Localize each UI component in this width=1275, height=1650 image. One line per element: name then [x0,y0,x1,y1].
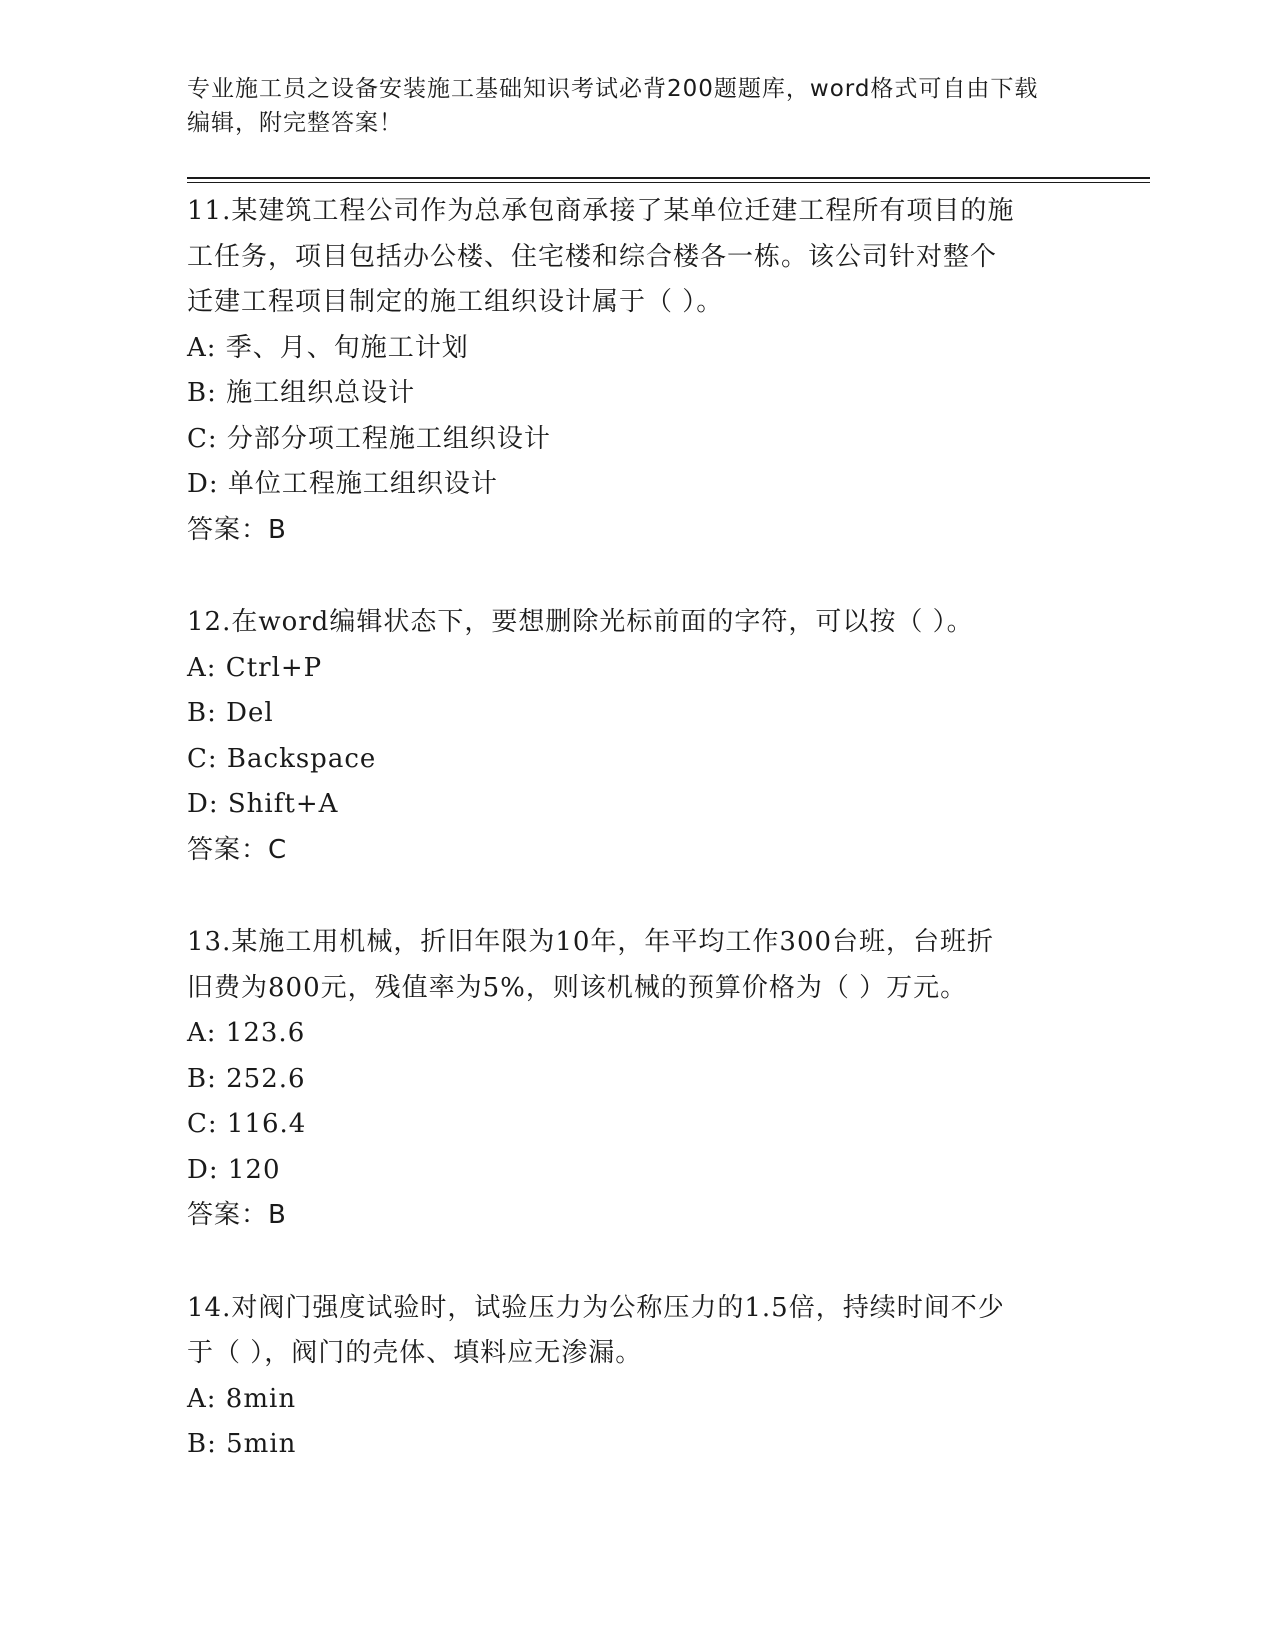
question-stem-line: 14.对阀门强度试验时，试验压力为公称压力的1.5倍，持续时间不少 [187,1292,1005,1323]
question-list [187,189,1087,1515]
option-c: C: 分部分项工程施工组织设计 [187,423,551,454]
question-stem-line: 13.某施工用机械，折旧年限为10年，年平均工作300台班，台班折 [187,927,995,957]
question-stem-line: 12.在word编辑状态下，要想删除光标前面的字符，可以按（ ）。 [187,607,974,637]
option-b: B: 施工组织总设计 [187,378,416,408]
option-b: B: Del [187,698,274,728]
question-stem-line: 旧费为800元，残值率为5%，则该机械的预算价格为（ ）万元。 [187,972,968,1003]
option-c: C: Backspace [187,743,377,774]
header-line-1: 专业施工员之设备安装施工基础知识考试必背200题题库，word格式可自由下载 [187,76,1039,102]
answer-label: 答案：B [187,514,287,545]
option-b: B: 252.6 [187,1063,306,1094]
header-divider-thin [187,182,1150,183]
option-d: D: 单位工程施工组织设计 [187,469,498,499]
option-d: D: Shift+A [187,789,339,819]
question-stem-line: 于（ ），阀门的壳体、填料应无渗漏。 [187,1338,643,1368]
option-a: A: 123.6 [187,1018,306,1048]
question-13 [187,920,1087,1239]
question-12 [187,600,1087,873]
option-a: A: Ctrl+P [187,652,323,683]
document-header [187,72,1087,140]
option-b: B: 5min [187,1429,297,1459]
option-c: C: 116.4 [187,1109,307,1139]
question-stem-line: 11.某建筑工程公司作为总承包商承接了某单位迁建工程所有项目的施 [187,196,1015,226]
question-stem-line: 迁建工程项目制定的施工组织设计属于（ ）。 [187,287,724,317]
answer-label: 答案：C [187,834,288,865]
answer-label: 答案：B [187,1200,287,1230]
question-14 [187,1286,1087,1468]
question-stem-line: 工任务，项目包括办公楼、住宅楼和综合楼各一栋。该公司针对整个 [187,241,998,272]
header-divider-thick [187,177,1150,179]
header-line-2: 编辑，附完整答案！ [187,110,403,136]
question-11 [187,189,1087,553]
option-a: A: 季、月、旬施工计划 [187,332,469,363]
option-a: A: 8min [187,1383,297,1414]
option-d: D: 120 [187,1154,281,1185]
